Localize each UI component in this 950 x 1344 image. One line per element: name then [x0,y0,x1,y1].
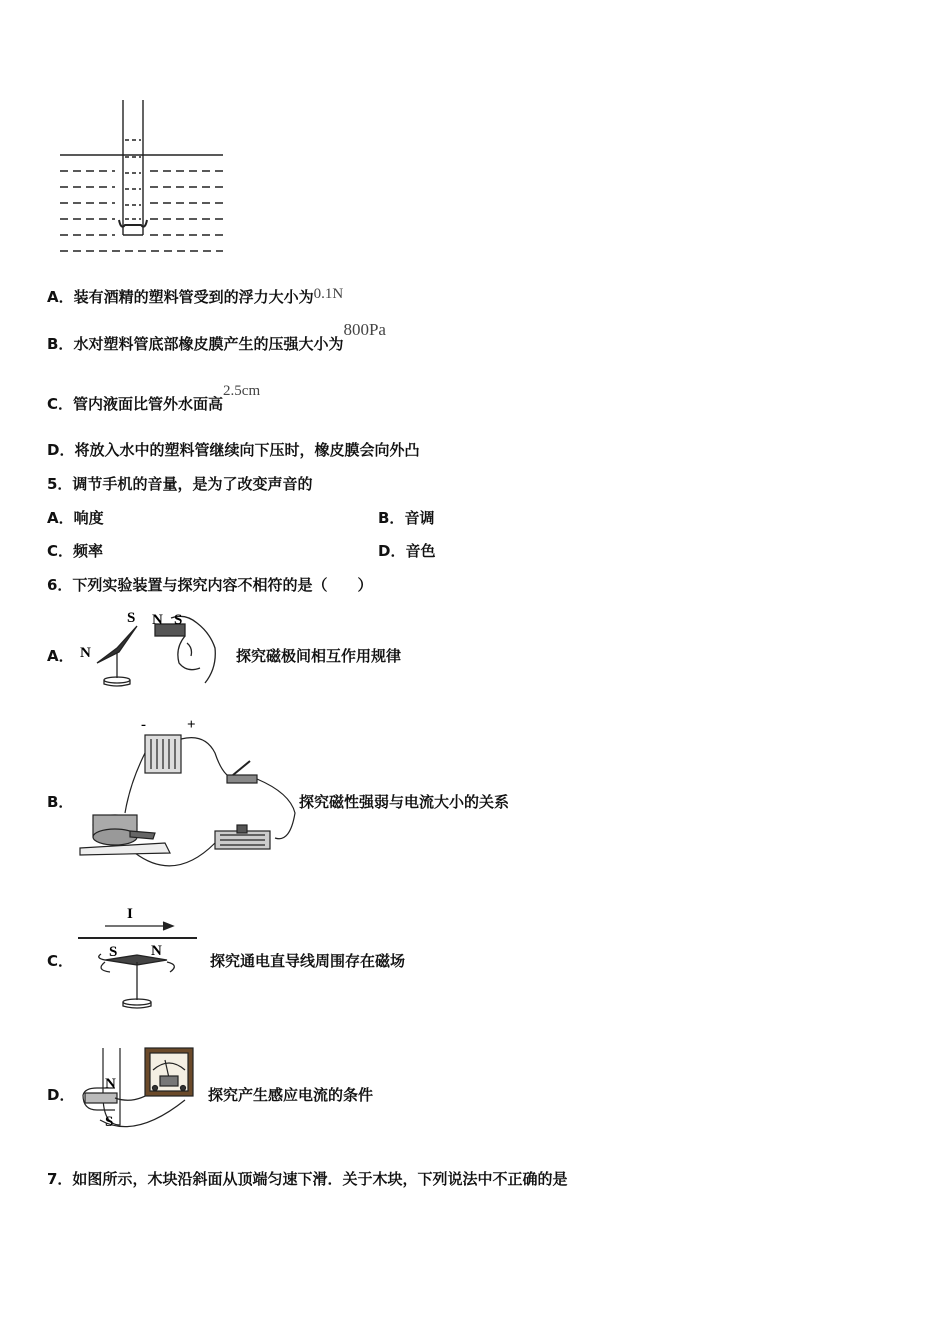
needle-n-label: N [151,943,162,959]
magnet-n-label: N [105,1076,116,1092]
q6-option-c-label: C． [47,952,74,970]
option-text: 将放入水中的塑料管继续向下压时，橡皮膜会向外凸 [74,441,420,459]
option-value: 0.1N [313,286,344,302]
option-label: C． [47,542,74,560]
magnet-n-label: N [152,612,163,628]
option-text: 管内液面比管外水面高 [73,395,224,413]
q6-option-a-label: A． [47,647,74,665]
option-text: 水对塑料管底部橡皮膜产生的压强大小为 [73,335,344,353]
option-text: 装有酒精的塑料管受到的浮力大小为 [73,288,314,306]
q4-option-a [47,286,343,307]
q4-option-d [47,439,419,460]
magnet-s-label: S [174,612,183,628]
q6-option-c-text: 探究通电直导线周围存在磁场 [210,952,406,970]
option-text: 音调 [404,509,435,527]
magnet-s-label: S [105,1114,114,1130]
q5-option-a [47,507,104,528]
battery-minus-label: - [141,717,146,733]
q6-option-b-label: B． [47,793,74,811]
option-text: 音色 [405,542,436,560]
option-text: 响度 [73,509,104,527]
tube-in-water-figure [55,95,230,265]
q6-option-a-text: 探究磁极间相互作用规律 [236,647,402,665]
option-text: 频率 [73,542,104,560]
option-label: B． [47,335,74,353]
q6-stem: 6．下列实验装置与探究内容不相符的是（ ） [47,576,373,594]
q7-stem: 7．如图所示，木块沿斜面从顶端匀速下滑．关于木块，下列说法中不正确的是 [47,1170,568,1188]
electromagnet-circuit-figure [75,713,300,883]
oersted-experiment-figure [75,900,205,1012]
option-value: 800Pa [343,320,386,339]
option-value: 2.5cm [223,383,261,399]
option-label: C． [47,395,74,413]
battery-plus-label: + [187,717,196,733]
current-i-label: I [127,906,133,922]
q5-stem: 5．调节手机的音量，是为了改变声音的 [47,475,313,493]
q4-option-c [47,383,261,414]
q6-option-d-label: D． [47,1086,75,1104]
option-label: A． [47,288,74,306]
q4-option-b [47,320,386,354]
option-label: D． [47,441,75,459]
needle-s-label: S [109,944,118,960]
induction-experiment-figure [75,1040,200,1135]
option-label: B． [378,509,405,527]
magnetic-needle-figure [75,608,225,690]
needle-s-label: S [127,610,136,626]
option-label: D． [378,542,406,560]
q6-option-b-text: 探究磁性强弱与电流大小的关系 [299,793,510,811]
option-label: A． [47,509,74,527]
q5-option-b [378,507,434,528]
q6-option-d-text: 探究产生感应电流的条件 [208,1086,374,1104]
needle-n-label: N [80,645,91,661]
q5-option-d [378,540,435,561]
q5-option-c [47,540,103,561]
